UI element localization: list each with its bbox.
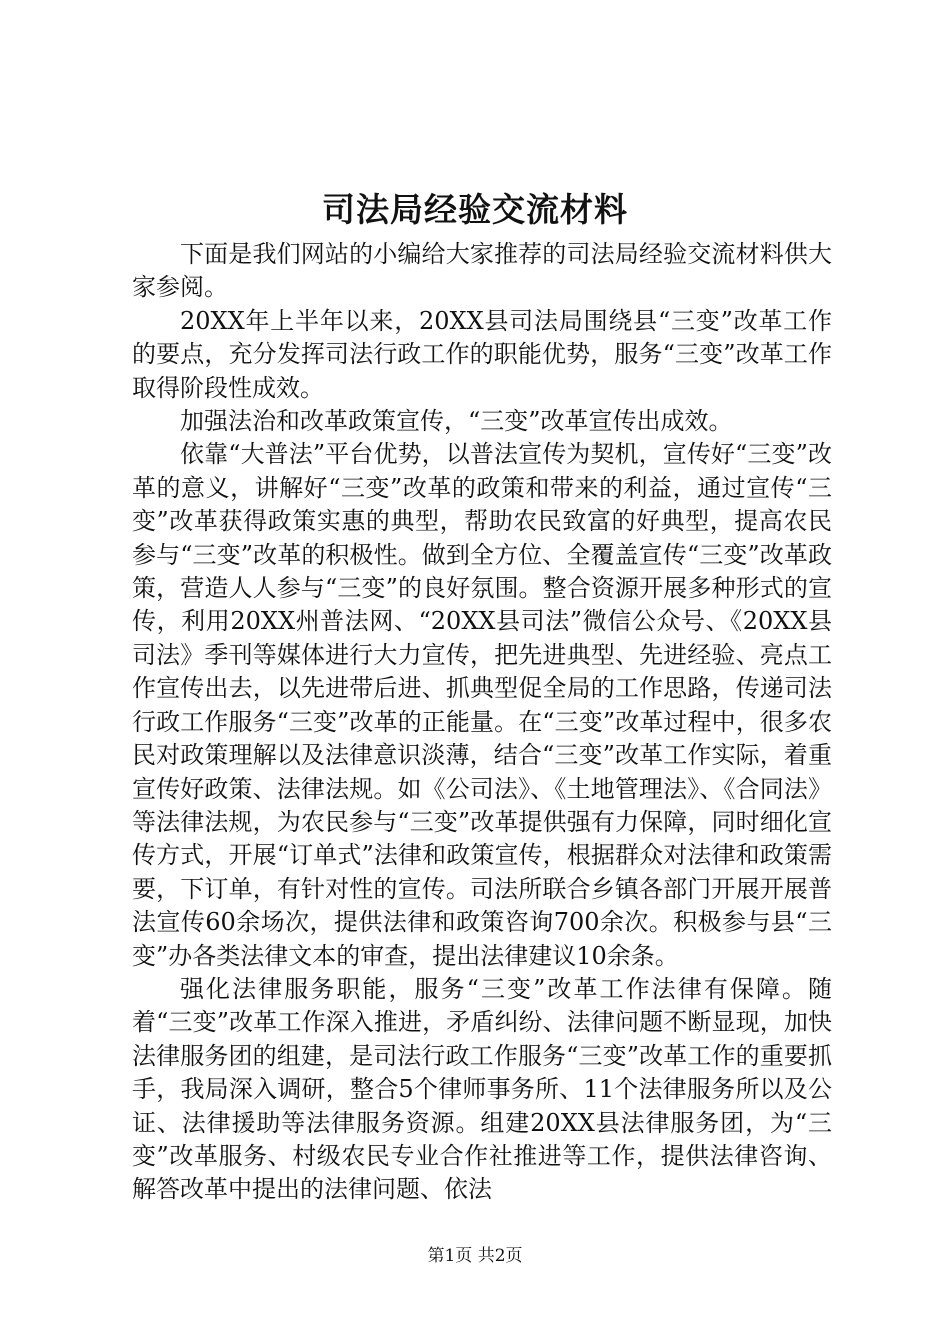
paragraph-publicity-details: 依靠“大普法”平台优势，以普法宣传为契机，宣传好“三变”改革的意义，讲解好“三变”改革的政策和带来的利益，通过宣传“三变”改革获得政策实惠的典型，帮助农民致富的好典型，提高农民参与“三变”改革的积极性。做到全方位、全覆盖宣传“三变”改革政策，营造人人参与“三变”的良好氛围。整合资源开展多种形式的宣传，利用20XX州普法网、“20XX县司法”微信公众号、《20XX县司法》季刊等媒体进行大力宣传，把先进典型、先进经验、亮点工作宣传出去，以先进带后进、抓典型促全局的工作思路，传递司法行政工作服务“三变”改革的正能量。在“三变”改革过程中，很多农民对政策理解以及法律意识淡薄，结合“三变”改革工作实际，着重宣传好政策、法律法规。如《公司法》、《土地管理法》、《合同法》等法律法规，为农民参与“三变”改革提供强有力保障，同时细化宣传方式，开展“订单式”法律和政策宣传，根据群众对法律和政策需要，下订单，有针对性的宣传。司法所联合乡镇各部门开展开展普法宣传60余场次，提供法律和政策咨询700余次。积极参与县“三变”办各类法律文本的审查，提出法律建议10余条。: [132, 440, 832, 970]
paragraph-intro: 下面是我们网站的小编给大家推荐的司法局经验交流材料供大家参阅。: [132, 240, 832, 302]
document-title: 司法局经验交流材料: [322, 190, 628, 229]
paragraph-summary: 20XX年上半年以来，20XX县司法局围绕县“三变”改革工作的要点，充分发挥司法行政工作的职能优势，服务“三变”改革工作取得阶段性成效。: [132, 306, 832, 402]
page-footer: 第1页 共2页: [427, 1246, 523, 1266]
paragraph-heading-publicity: 加强法治和改革政策宣传，“三变”改革宣传出成效。: [180, 407, 733, 436]
document-body: [132, 238, 832, 1207]
paragraph-legal-services: 强化法律服务职能，服务“三变”改革工作法律有保障。随着“三变”改革工作深入推进，矛盾纠纷、法律问题不断显现，加快法律服务团的组建，是司法行政工作服务“三变”改革工作的重要抓手，我局深入调研，整合5个律师事务所、11个法律服务所以及公证、法律援助等法律服务资源。组建20XX县法律服务团，为“三变”改革服务、村级农民专业合作社推进等工作，提供法律咨询、解答改革中提出的法律问题、依法: [132, 974, 832, 1204]
